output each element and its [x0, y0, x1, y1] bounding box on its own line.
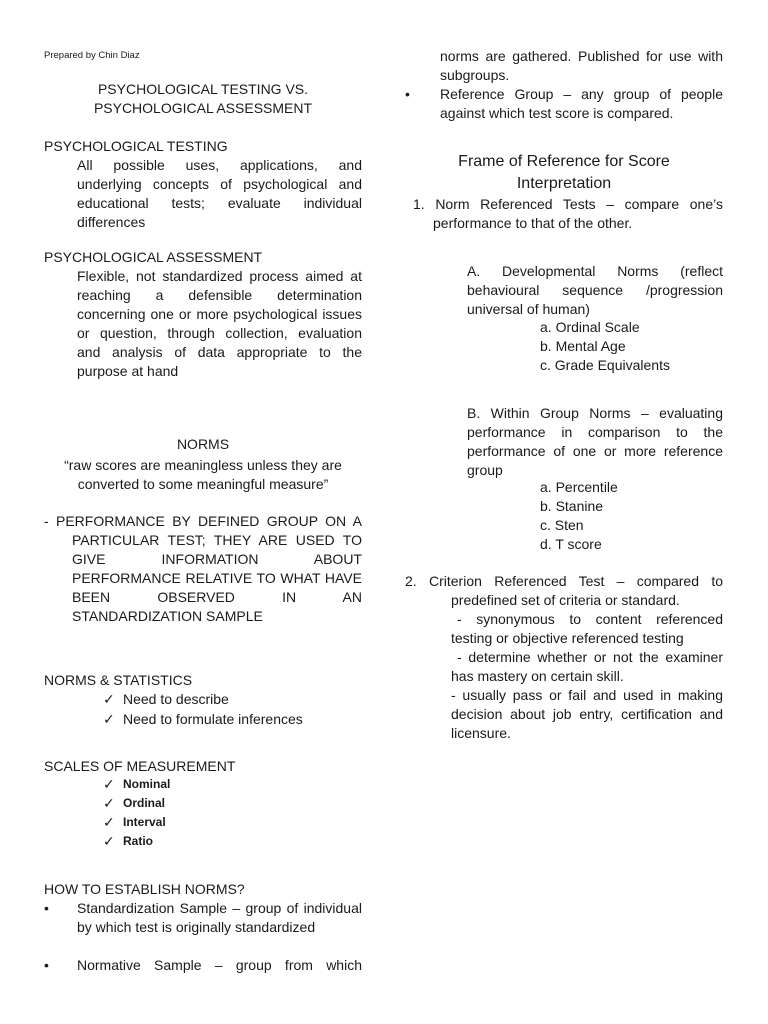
- criterion-sub-3: - usually pass or fail and used in making decision about job entry, certification and licensure.: [451, 687, 723, 741]
- bullet-icon: •: [44, 900, 49, 916]
- establish-heading: HOW TO ESTABLISH NORMS?: [44, 881, 245, 897]
- list-item: c. Grade Equivalents: [540, 357, 670, 373]
- list-item-label: Need to describe: [123, 691, 229, 707]
- criterion-item-line-2: predefined set of criteria or standard.: [451, 592, 680, 608]
- list-item: b. Stanine: [540, 498, 604, 514]
- title-line-1: PSYCHOLOGICAL TESTING VS.: [97, 81, 309, 97]
- list-item: a. Ordinal Scale: [540, 319, 640, 335]
- check-icon: ✓: [103, 833, 115, 849]
- check-icon: ✓: [103, 795, 115, 811]
- list-item: d. T score: [540, 536, 602, 552]
- list-item-label: Standardization Sample – group of individual by which test is originally standardized: [77, 900, 362, 935]
- within-group-norms: B. Within Group Norms – evaluating performance in comparison to the performance of one or more reference group: [467, 405, 723, 478]
- criterion-sub-1: - synonymous to content referenced testing or objective referenced testing: [451, 611, 723, 646]
- check-icon: ✓: [103, 711, 115, 727]
- list-item-label: Ordinal: [123, 796, 166, 810]
- check-icon: ✓: [103, 814, 115, 830]
- prepared-by: Prepared by Chin Diaz: [44, 50, 140, 61]
- norms-heading: NORMS: [176, 436, 230, 452]
- norm-referenced-item: 1. Norm Referenced Tests – compare one’s performance to that of the other.: [413, 196, 723, 231]
- norms-definition-text: - PERFORMANCE BY DEFINED GROUP ON A PARTICULAR TEST; THEY ARE USED TO GIVE INFORMATION ABOUT PERFORMANCE RELATIVE TO WHAT HAVE BEEN OBSERVED IN AN STANDARDIZATION SAMPLE: [44, 513, 362, 624]
- assessment-text: Flexible, not standardized process aimed at reaching a defensible determination concerning one or more psychological issues or question, through collection, evaluation and analysis of data appropriate to the purpose at hand: [77, 268, 362, 379]
- norms-definition: [44, 512, 362, 626]
- bullet-icon: •: [405, 86, 410, 102]
- check-icon: ✓: [103, 776, 115, 792]
- title-line-2: PSYCHOLOGICAL ASSESSMENT: [93, 100, 313, 116]
- continued-text: norms are gathered. Published for use with subgroups.: [440, 48, 723, 83]
- list-item: b. Mental Age: [540, 338, 626, 354]
- check-icon: ✓: [103, 691, 115, 707]
- list-item-label: Reference Group – any group of people against which test score is compared.: [440, 86, 723, 121]
- list-item-label: Interval: [123, 815, 166, 829]
- list-item-label: Need to formulate inferences: [123, 711, 303, 727]
- criterion-item-line-1: 2. Criterion Referenced Test – compared to: [405, 573, 723, 589]
- list-item: c. Sten: [540, 517, 584, 533]
- criterion-sub-2: - determine whether or not the examiner has mastery on certain skill.: [451, 649, 723, 684]
- frame-title-line-2: Interpretation: [516, 175, 612, 192]
- norms-quote: “raw scores are meaningless unless they are converted to some meaningful measure”: [64, 457, 342, 492]
- list-item: a. Percentile: [540, 479, 618, 495]
- testing-heading: PSYCHOLOGICAL TESTING: [44, 138, 228, 154]
- norms-stats-heading: NORMS & STATISTICS: [44, 672, 193, 688]
- list-item-label: Ratio: [123, 834, 153, 848]
- frame-title-line-1: Frame of Reference for Score: [458, 153, 670, 170]
- scales-heading: SCALES OF MEASUREMENT: [44, 758, 236, 774]
- assessment-heading: PSYCHOLOGICAL ASSESSMENT: [44, 249, 263, 265]
- list-item-label: Normative Sample – group from which: [77, 957, 362, 973]
- developmental-norms: A. Developmental Norms (reflect behavioural sequence /progression universal of human): [467, 263, 723, 317]
- list-item-label: Nominal: [123, 777, 171, 791]
- bullet-icon: •: [44, 957, 49, 973]
- testing-text: All possible uses, applications, and underlying concepts of psychological and educational tests; evaluate individual differences: [77, 157, 362, 230]
